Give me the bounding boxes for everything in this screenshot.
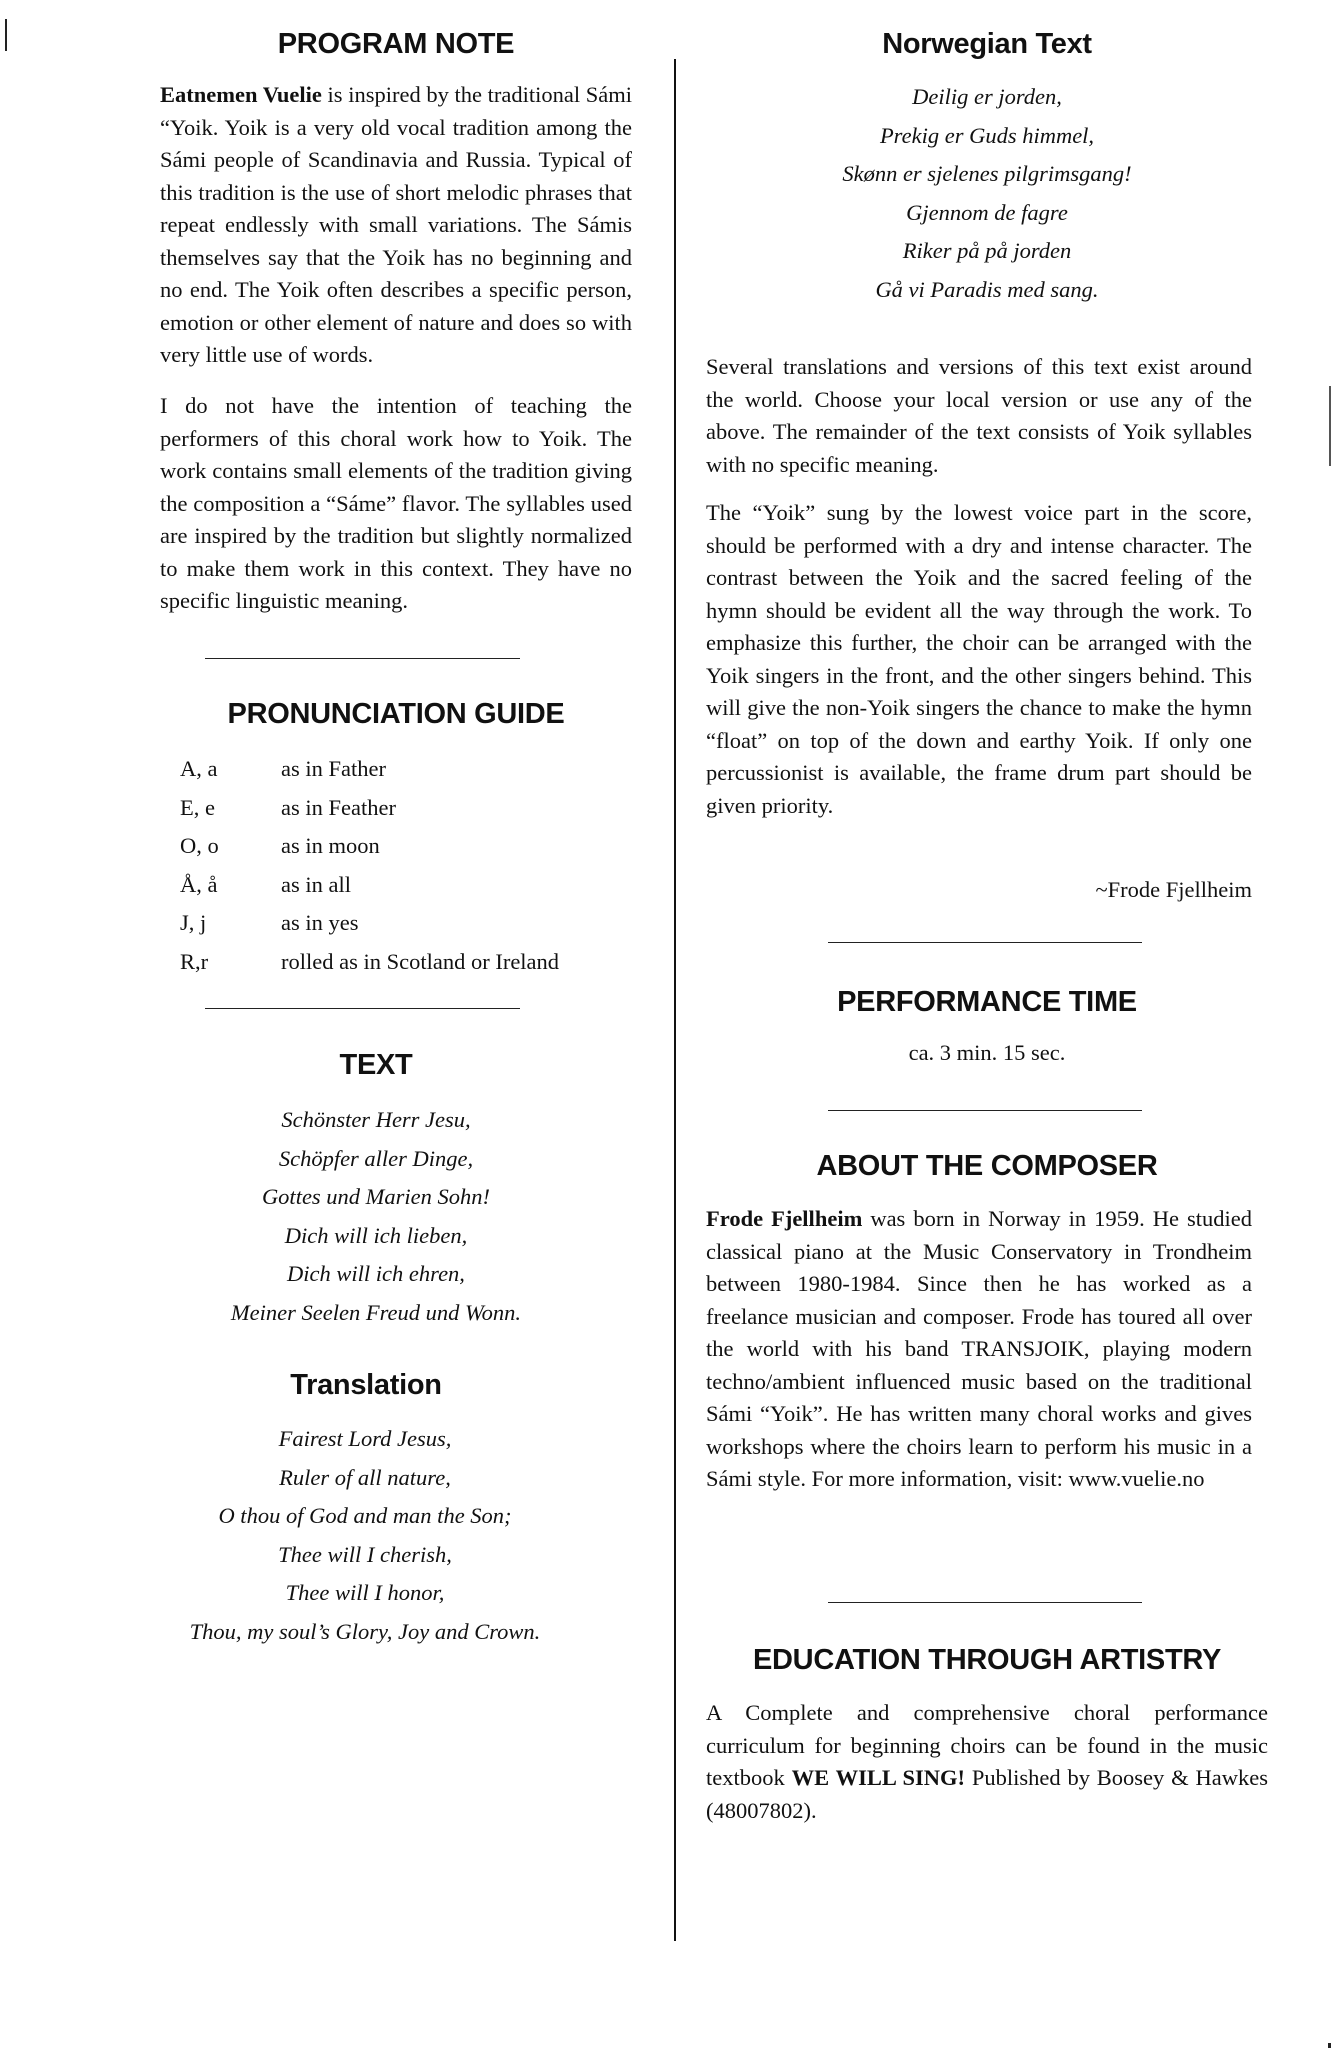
poem-line: Gjennom de fagre bbox=[906, 199, 1068, 225]
program-note-paragraph-2: I do not have the intention of teaching the performers of this choral work how to Yoik. The work contains small elements of the tradition giving the composition a “Sáme” flavor. The syllables used are inspired by the tradition but slightly normalized to make them work in this context. They have no specific linguistic meaning. bbox=[160, 393, 632, 613]
pronunciation-sound: as in Father bbox=[281, 756, 386, 781]
pronunciation-letter: J, j bbox=[180, 910, 207, 935]
poem-line: O thou of God and man the Son; bbox=[218, 1503, 512, 1528]
pronunciation-row bbox=[172, 789, 632, 828]
education-paragraph bbox=[706, 1697, 1268, 1827]
pronunciation-sound: as in Feather bbox=[281, 794, 396, 820]
pronunciation-row bbox=[172, 750, 632, 789]
pronunciation-letter: R,r bbox=[180, 948, 209, 974]
textbook-title: WE WILL SING! bbox=[791, 1765, 965, 1790]
section-divider bbox=[828, 942, 1142, 943]
poem-line: Deilig er jorden, bbox=[912, 84, 1062, 109]
pronunciation-row bbox=[172, 904, 632, 943]
poem-line: Dich will ich lieben, bbox=[284, 1222, 468, 1248]
poem-line: Dich will ich ehren, bbox=[287, 1261, 465, 1286]
pronunciation-row bbox=[172, 866, 632, 905]
pronunciation-letter: Å, å bbox=[180, 871, 218, 897]
scan-mark-left bbox=[5, 19, 7, 51]
section-divider bbox=[828, 1110, 1142, 1111]
translation-heading: Translation bbox=[290, 1369, 442, 1401]
about-composer-heading: ABOUT THE COMPOSER bbox=[816, 1150, 1158, 1182]
program-note-heading: PROGRAM NOTE bbox=[277, 28, 515, 60]
program-note-paragraph-1 bbox=[160, 79, 632, 372]
pronunciation-sound: as in yes bbox=[281, 910, 359, 935]
pronunciation-sound: as in all bbox=[281, 871, 351, 897]
poem-line: Fairest Lord Jesus, bbox=[278, 1426, 452, 1451]
pronunciation-letter: A, a bbox=[180, 756, 218, 781]
education-heading: EDUCATION THROUGH ARTISTRY bbox=[753, 1644, 1221, 1676]
pronunciation-row bbox=[172, 943, 632, 982]
poem-line: Riker på på jorden bbox=[902, 238, 1072, 263]
poem-line: Thee will I cherish, bbox=[278, 1541, 452, 1567]
pronunciation-table bbox=[172, 750, 632, 981]
poem-line: Thou, my soul’s Glory, Joy and Crown. bbox=[189, 1618, 541, 1644]
pronunciation-sound: as in moon bbox=[281, 833, 380, 858]
poem-line: Meiner Seelen Freud und Wonn. bbox=[230, 1299, 522, 1325]
performance-time-heading: PERFORMANCE TIME bbox=[837, 986, 1137, 1018]
education-text-pre: A Complete and comprehensive choral performance curriculum for beginning choirs can be found in the music textbook bbox=[706, 1700, 1268, 1790]
german-text bbox=[140, 1101, 612, 1332]
program-note-paragraph-1-text: is inspired by the traditional Sámi “Yoik. Yoik is a very old vocal tradition among the Sámi people of Scandinavia and Russia. Typical of this tradition is the use of short melodic phrases that repeat endlessly with small variations. The Sámis themselves say that the Yoik has no beginning and no end. The Yoik often describes a specific person, emotion or other element of nature and does so with very little use of words. bbox=[160, 82, 632, 367]
translations-note: Several translations and versions of this text exist around the world. Choose your local version or use any of the above. The remainder of the text consists of Yoik syllables with no specific meaning. bbox=[706, 354, 1252, 477]
section-divider bbox=[205, 658, 520, 659]
column-divider bbox=[674, 59, 676, 1941]
norwegian-text bbox=[706, 78, 1268, 309]
section-divider bbox=[205, 1008, 520, 1009]
poem-line: Ruler of all nature, bbox=[279, 1464, 451, 1490]
composer-bio-text: was born in Norway in 1959. He studied classical piano at the Music Conservatory in Trondheim between 1980-1984. Since then he has worked as a freelance musician and composer. Frode has toured all over the world with his band TRANSJOIK, playing modern techno/ambient influenced music based on the traditional Sámi “Yoik”. He has written many choral works and gives workshops where the choirs learn to perform his music in a Sámi style. For more information, visit: www.vuelie.no bbox=[706, 1206, 1252, 1491]
pronunciation-sound: rolled as in Scotland or Ireland bbox=[281, 948, 560, 974]
education-text-post: Published by Boosey & Hawkes (48007802). bbox=[706, 1765, 1268, 1823]
poem-line: Skønn er sjelenes pilgrimsgang! bbox=[842, 161, 1132, 186]
poem-line: Schönster Herr Jesu, bbox=[281, 1107, 471, 1132]
section-divider bbox=[828, 1602, 1142, 1603]
poem-line: Thee will I honor, bbox=[285, 1580, 445, 1605]
performance-time-value: ca. 3 min. 15 sec. bbox=[908, 1040, 1066, 1065]
text-heading: TEXT bbox=[339, 1049, 413, 1081]
work-title: Eatnemen Vuelie bbox=[160, 82, 322, 107]
composer-name: Frode Fjellheim bbox=[706, 1206, 863, 1231]
pronunciation-letter: O, o bbox=[180, 833, 219, 858]
poem-line: Gottes und Marien Sohn! bbox=[261, 1184, 491, 1209]
signature: ~Frode Fjellheim bbox=[1095, 877, 1252, 902]
norwegian-text-heading: Norwegian Text bbox=[882, 28, 1092, 60]
composer-bio bbox=[706, 1203, 1252, 1496]
english-translation bbox=[125, 1420, 605, 1651]
poem-line: Schöpfer aller Dinge, bbox=[278, 1145, 474, 1171]
performance-note: The “Yoik” sung by the lowest voice part in the score, should be performed with a dry and intense character. The contrast between the Yoik and the sacred feeling of the hymn should be evident all the way through the work. To emphasize this further, the choir can be arranged with the Yoik singers in the front, and the other singers behind. This will give the non-Yoik singers the chance to make the hymn “float” on top of the down and earthy Yoik. If only one percussionist is available, the frame drum part should be given priority. bbox=[706, 500, 1252, 818]
pronunciation-guide-heading: PRONUNCIATION GUIDE bbox=[227, 698, 565, 730]
pronunciation-letter: E, e bbox=[180, 794, 215, 820]
pronunciation-row bbox=[172, 827, 632, 866]
poem-line: Gå vi Paradis med sang. bbox=[875, 276, 1099, 302]
poem-line: Prekig er Guds himmel, bbox=[879, 122, 1095, 148]
